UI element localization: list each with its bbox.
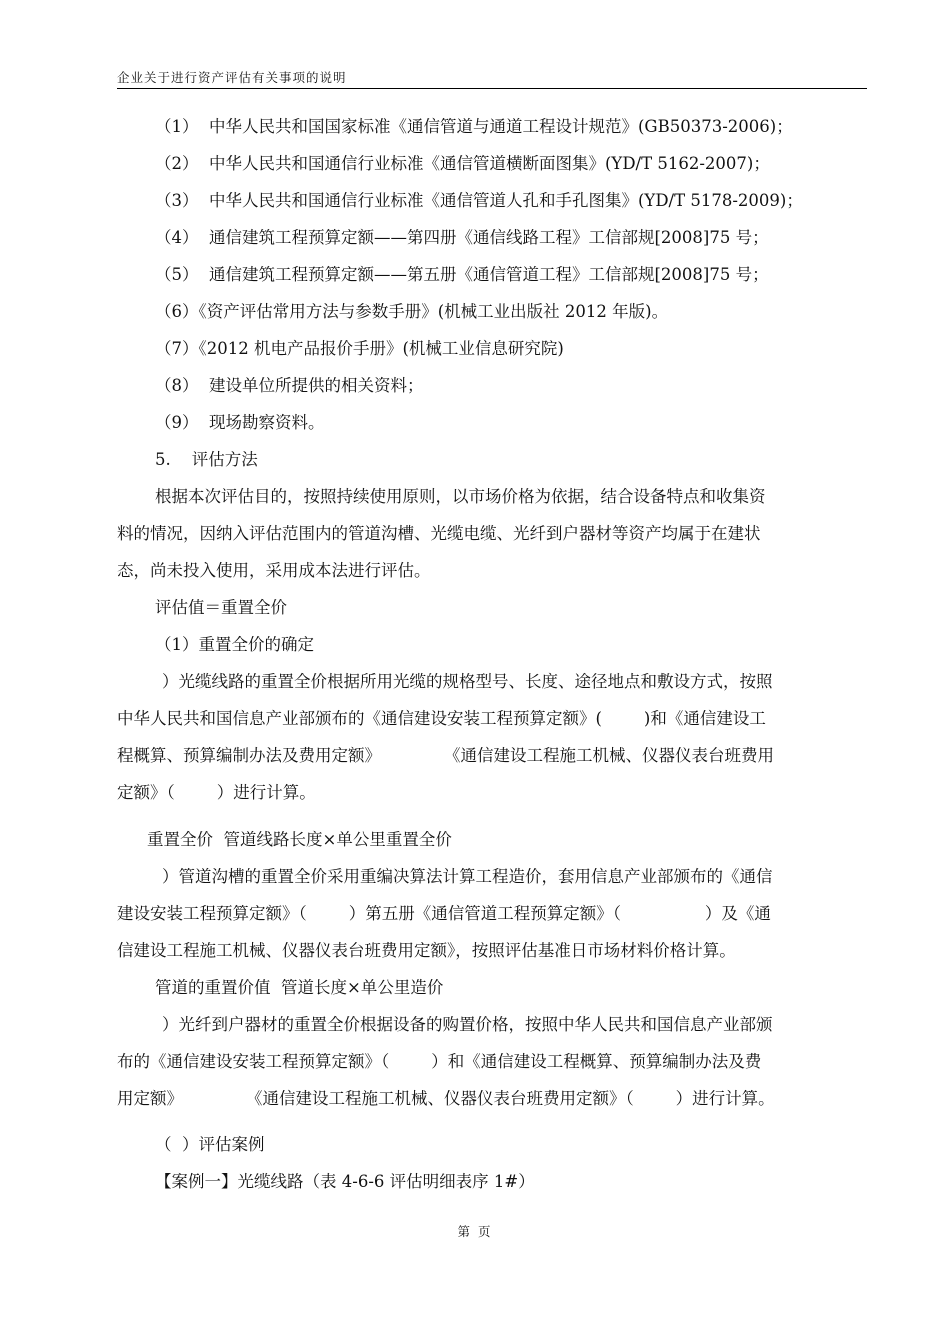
page-footer: 第 页 [457,1224,493,1239]
reference-item-1: （1） 中华人民共和国国家标准《通信管道与通道工程设计规范》(GB50373-2006)； [155,117,793,136]
formula-line: 评估值＝重置全价 [155,598,287,617]
paragraph-line: 料的情况，因纳入评估范围内的管道沟槽、光缆电缆、光纤到户器材等资产均属于在建状 [117,524,761,543]
running-header: 企业关于进行资产评估有关事项的说明 [117,70,347,85]
reference-item-9: （9） 现场勘察资料。 [155,413,325,432]
paragraph-line: 程概算、预算编制办法及费用定额》 《通信建设工程施工机械、仪器仪表台班费用 [117,746,774,765]
reference-item-2: （2） 中华人民共和国通信行业标准《通信管道横断面图集》(YD/T 5162-2007)； [155,154,770,173]
reference-item-7: （7）《2012 机电产品报价手册》(机械工业信息研究院) [155,339,564,358]
paragraph-line: ）光纤到户器材的重置全价根据设备的购置价格，按照中华人民共和国信息产业部颁 [162,1015,773,1034]
header-divider [117,88,867,89]
paragraph-line: ）光缆线路的重置全价根据所用光缆的规格型号、长度、途径地点和敷设方式，按照 [162,672,773,691]
reference-item-6: （6）《资产评估常用方法与参数手册》(机械工业出版社 2012 年版)。 [155,302,669,321]
reference-item-5: （5） 通信建筑工程预算定额——第五册《通信管道工程》工信部规[2008]75 号； [155,265,769,284]
subheading-line: （1）重置全价的确定 [155,635,314,654]
case-heading: 【案例一】光缆线路（表 4-6-6 评估明细表序 1#） [155,1172,535,1191]
reference-item-4: （4） 通信建筑工程预算定额——第四册《通信线路工程》工信部规[2008]75 号； [155,228,769,247]
reference-item-3: （3） 中华人民共和国通信行业标准《通信管道人孔和手孔图集》(YD/T 5178-2009)； [155,191,803,210]
subheading-line: （ ）评估案例 [155,1135,265,1154]
paragraph-line: 布的《通信建设安装工程预算定额》（ ）和《通信建设工程概算、预算编制办法及费 [117,1052,762,1071]
reference-item-8: （8） 建设单位所提供的相关资料； [155,376,424,395]
paragraph-line: 根据本次评估目的，按照持续使用原则，以市场价格为依据，结合设备特点和收集资 [155,487,766,506]
paragraph-line: 中华人民共和国信息产业部颁布的《通信建设安装工程预算定额》( )和《通信建设工 [117,709,766,728]
formula-line: 管道的重置价值 管道长度×单公里造价 [155,978,444,997]
paragraph-line: 态，尚未投入使用，采用成本法进行评估。 [117,561,431,580]
formula-line: 重置全价 管道线路长度×单公里重置全价 [147,830,452,849]
paragraph-line: 定额》（ ）进行计算。 [117,783,316,802]
paragraph-line: 信建设工程施工机械、仪器仪表台班费用定额》，按照评估基准日市场材料价格计算。 [117,941,736,960]
paragraph-line: ）管道沟槽的重置全价采用重编决算法计算工程造价，套用信息产业部颁布的《通信 [162,867,773,886]
section-heading-method: 5. 评估方法 [155,450,258,469]
paragraph-line: 用定额》 《通信建设工程施工机械、仪器仪表台班费用定额》（ ）进行计算。 [117,1089,775,1108]
paragraph-line: 建设安装工程预算定额》（ ）第五册《通信管道工程预算定额》（ ）及《通 [117,904,771,923]
